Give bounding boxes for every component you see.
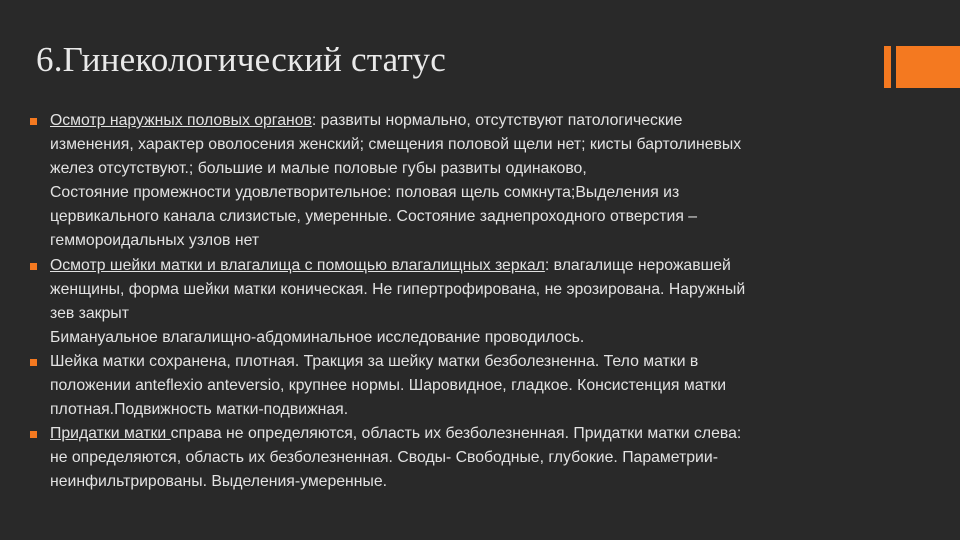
text-line: положении anteflexio anteversio, крупнее нормы. Шаровидное, гладкое. Консистенция матки bbox=[50, 377, 727, 395]
text-line: Бимануальное влагалищно-абдоминальное исследование проводилось. bbox=[50, 328, 585, 346]
bullet-cervix-uterus bbox=[30, 350, 942, 422]
bullet-square-icon bbox=[30, 350, 37, 375]
underlined-heading: Осмотр наружных половых органов bbox=[50, 112, 312, 129]
text-line bbox=[50, 109, 942, 133]
text-line: желез отсутствуют.; большие и малые половые губы развиты одинаково, bbox=[50, 160, 587, 178]
text-span: справа не определяются, область их безболезненная. Придатки матки слева: bbox=[170, 425, 742, 443]
bullet-square-icon bbox=[30, 109, 37, 134]
text-line: женщины, форма шейки матки коническая. Не гипертрофирована, не эрозирована. Наружный bbox=[50, 280, 746, 298]
underlined-heading: Придатки матки bbox=[50, 425, 171, 443]
text-line: геммороидальных узлов нет bbox=[50, 232, 260, 250]
text-line: не определяются, область их безболезненная. Своды- Свободные, глубокие. Параметрии- bbox=[50, 449, 718, 467]
text-span: : развиты нормально, отсутствуют патологические bbox=[311, 112, 683, 129]
underlined-heading: Осмотр шейки матки и влагалища с помощью влагалищных зеркал bbox=[50, 256, 545, 274]
text-line: цервикального канала слизистые, умеренные. Состояние заднепроходного отверстия – bbox=[50, 208, 698, 226]
bullet-external-exam bbox=[30, 109, 942, 254]
bullet-adnexa bbox=[30, 422, 942, 494]
text-span: : влагалище нерожавшей bbox=[544, 256, 731, 274]
bullet-square-icon bbox=[30, 254, 37, 279]
text-line: Состояние промежности удовлетворительное: половая щель сомкнута;Выделения из bbox=[50, 184, 680, 202]
text-line: неинфильтрированы. Выделения-умеренные. bbox=[50, 473, 388, 491]
text-line: плотная.Подвижность матки-подвижная. bbox=[50, 401, 349, 419]
text-line: Шейка матки сохранена, плотная. Тракция за шейку матки безболезненна. Тело матки в bbox=[50, 352, 699, 370]
accent-bar-block bbox=[896, 46, 960, 88]
text-line: зев закрыт bbox=[50, 304, 129, 322]
text-line bbox=[50, 254, 942, 278]
bullet-list bbox=[30, 109, 942, 495]
bullet-square-icon bbox=[30, 422, 37, 447]
text-line bbox=[50, 422, 942, 446]
accent-bar-thin bbox=[884, 46, 891, 88]
bullet-speculum-exam bbox=[30, 254, 942, 350]
text-line: изменения, характер оволосения женский; смещения половой щели нет; кисты бартолиневых bbox=[50, 136, 742, 154]
slide-title: 6.Гинекологический статус bbox=[36, 40, 446, 79]
